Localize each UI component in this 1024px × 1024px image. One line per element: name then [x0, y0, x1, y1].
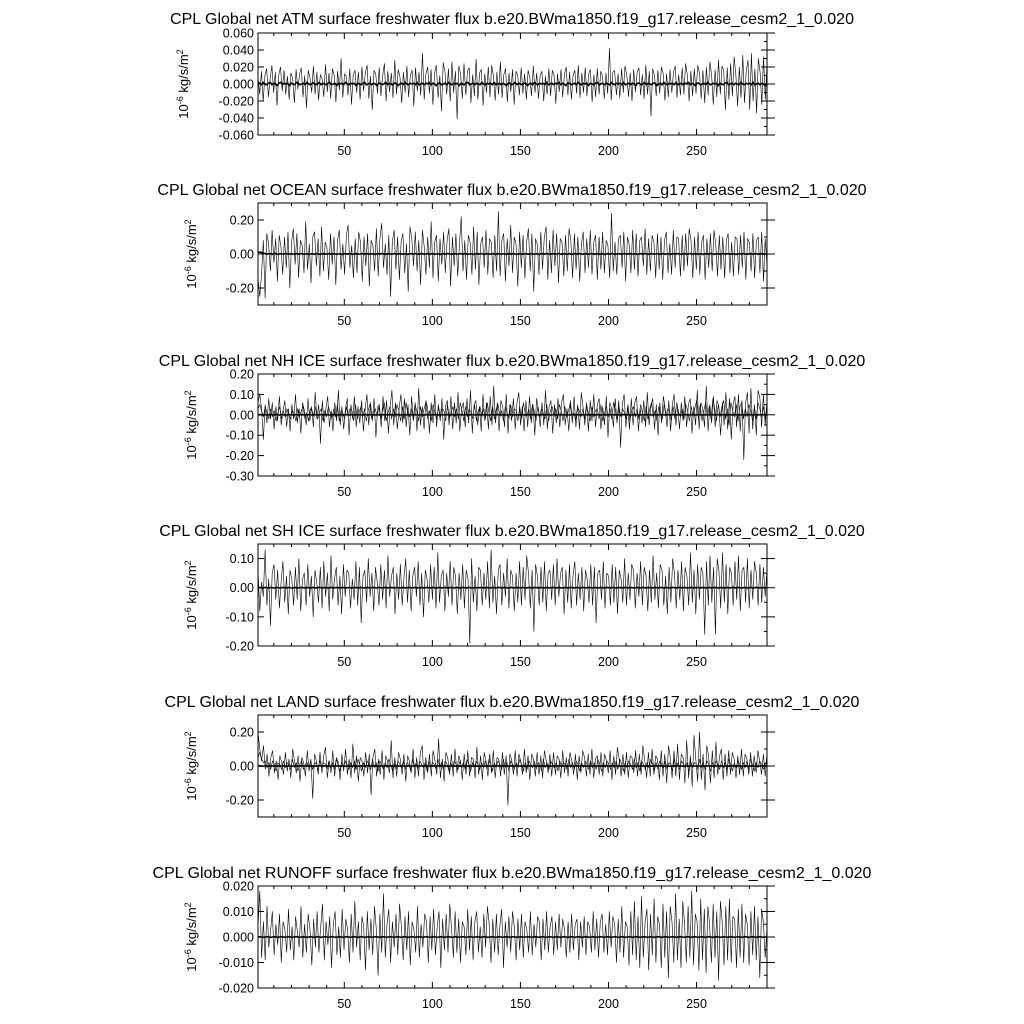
y-tick-label: 0.00 [229, 581, 254, 596]
x-tick-label: 50 [337, 655, 352, 669]
x-tick-label: 250 [686, 826, 707, 840]
x-tick-label: 50 [337, 314, 352, 328]
y-tick-label: -0.010 [218, 956, 254, 970]
y-label-unit: kg/s/m [176, 54, 191, 97]
x-tick-label: 100 [421, 144, 443, 158]
chart-panel-4 [159, 523, 865, 669]
y-tick-label: 0.20 [229, 213, 254, 228]
y-label-sup: 2 [183, 560, 193, 566]
x-tick-label: 250 [686, 997, 707, 1011]
x-tick-label: 150 [509, 314, 531, 328]
y-label-prefix: 10 [184, 615, 199, 630]
series-line-thick-2 [258, 587, 767, 588]
y-tick-label: -0.020 [218, 981, 254, 996]
plot-frame [258, 374, 767, 476]
y-label-prefix: 10 [184, 786, 199, 801]
x-tick-label: 50 [337, 144, 352, 158]
x-tick-label: 100 [421, 485, 443, 499]
y-tick-label: -0.20 [225, 281, 254, 296]
y-tick-label: 0.20 [229, 725, 254, 740]
x-tick-label: 200 [598, 826, 619, 840]
x-tick-label: 200 [598, 144, 619, 158]
chart-title: CPL Global net NH ICE surface freshwater flux b.e20.BWma1850.f19_g17.release_cesm2_1_0.020 [158, 353, 866, 370]
chart-panel-6 [153, 865, 872, 1011]
y-axis-label [175, 49, 191, 118]
y-label-sup: 2 [175, 49, 185, 55]
x-tick-label: 200 [598, 655, 619, 669]
y-tick-label: -0.040 [218, 111, 254, 126]
x-tick-label: 200 [598, 485, 619, 499]
x-tick-label: 200 [598, 314, 619, 328]
x-tick-label: 250 [686, 314, 707, 328]
chart-panel-1 [170, 11, 854, 158]
y-tick-label: 0.020 [222, 60, 254, 75]
x-tick-label: 100 [421, 314, 443, 328]
y-label-unit: kg/s/m [184, 395, 199, 438]
y-label-unit: kg/s/m [184, 565, 199, 608]
y-label-prefix: 10 [184, 445, 199, 460]
y-tick-label: 0.00 [229, 408, 254, 423]
y-tick-label: 0.00 [229, 759, 254, 774]
x-tick-label: 150 [509, 144, 531, 158]
y-axis-label [183, 731, 199, 800]
x-tick-label: 150 [509, 826, 531, 840]
y-tick-label: 0.20 [229, 367, 254, 382]
x-tick-label: 100 [421, 826, 443, 840]
y-label-unit: kg/s/m [184, 907, 199, 950]
y-label-prefix: 10 [176, 104, 191, 119]
chart-title: CPL Global net LAND surface freshwater flux b.e20.BWma1850.f19_g17.release_cesm2_1_0.020 [164, 694, 860, 711]
y-tick-label: 0.060 [222, 26, 254, 41]
y-tick-label: -0.10 [225, 428, 254, 443]
chart-panel-5 [165, 694, 860, 840]
x-tick-label: 100 [421, 655, 443, 669]
y-label-exponent: -6 [183, 778, 193, 787]
x-tick-label: 250 [686, 144, 707, 158]
y-axis-label [183, 219, 199, 288]
chart-title: CPL Global net OCEAN surface freshwater flux b.e20.BWma1850.f19_g17.release_cesm2_1_0.020 [157, 182, 867, 199]
x-tick-label: 200 [598, 997, 619, 1011]
y-tick-label: -0.060 [218, 128, 254, 143]
y-label-sup: 2 [183, 731, 193, 737]
y-tick-label: -0.20 [225, 449, 254, 464]
chart-title: CPL Global net RUNOFF surface freshwater flux b.e20.BWma1850.f19_g17.release_cesm2_1_0.020 [152, 865, 872, 882]
y-tick-label: -0.30 [225, 469, 254, 484]
y-label-unit: kg/s/m [184, 224, 199, 267]
y-label-unit: kg/s/m [184, 736, 199, 779]
y-axis-label [183, 560, 199, 629]
chart-title: CPL Global net SH ICE surface freshwater flux b.e20.BWma1850.f19_g17.release_cesm2_1_0.020 [159, 523, 865, 540]
y-tick-label: 0.10 [229, 552, 254, 567]
x-tick-label: 150 [509, 485, 531, 499]
x-tick-label: 250 [686, 655, 707, 669]
chart-panel-3 [159, 353, 866, 499]
x-tick-label: 100 [421, 997, 443, 1011]
y-label-sup: 2 [183, 390, 193, 396]
y-tick-label: 0.000 [222, 930, 254, 945]
y-axis-label [183, 390, 199, 459]
y-label-exponent: -6 [183, 949, 193, 958]
chart-panel-2 [157, 182, 866, 328]
series-line-1 [258, 550, 767, 643]
y-label-sup: 2 [183, 902, 193, 908]
x-tick-label: 150 [509, 997, 531, 1011]
y-tick-label: 0.010 [222, 905, 254, 919]
y-tick-label: 0.000 [222, 77, 254, 92]
y-tick-label: 0.00 [229, 247, 254, 262]
y-axis-label [183, 902, 199, 971]
y-label-prefix: 10 [184, 957, 199, 972]
x-tick-label: 50 [337, 826, 352, 840]
y-label-exponent: -6 [175, 96, 185, 105]
y-tick-label: 0.040 [222, 43, 254, 58]
y-label-exponent: -6 [183, 266, 193, 275]
y-tick-label: 0.020 [222, 879, 254, 894]
series-line-1 [258, 891, 767, 980]
y-label-exponent: -6 [183, 437, 193, 446]
series-line-1 [258, 386, 767, 460]
y-label-prefix: 10 [184, 274, 199, 289]
x-tick-label: 150 [509, 655, 531, 669]
y-tick-label: -0.20 [225, 793, 254, 808]
y-tick-label: -0.20 [225, 639, 254, 654]
y-tick-label: 0.10 [229, 387, 254, 402]
x-tick-label: 250 [686, 485, 707, 499]
y-label-exponent: -6 [183, 607, 193, 616]
y-label-sup: 2 [183, 219, 193, 225]
series-line-1 [258, 212, 767, 299]
series-line-thick-2 [258, 82, 767, 85]
x-tick-label: 50 [337, 997, 352, 1011]
y-tick-label: -0.10 [225, 610, 254, 625]
series-line-thick-2 [258, 937, 767, 938]
chart-title: CPL Global net ATM surface freshwater flux b.e20.BWma1850.f19_g17.release_cesm2_1_0.020 [170, 11, 854, 28]
y-tick-label: -0.020 [218, 94, 254, 109]
x-tick-label: 50 [337, 485, 352, 499]
